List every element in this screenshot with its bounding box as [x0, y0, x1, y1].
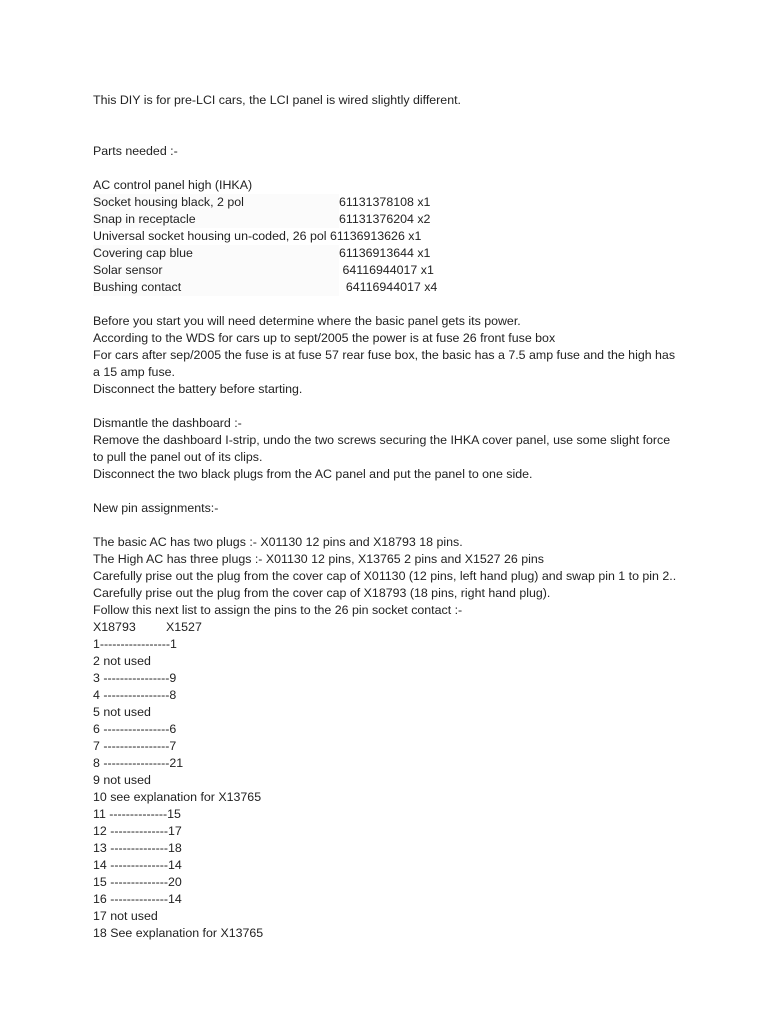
paragraph-line: Carefully prise out the plug from the cover cap of X01130 (12 pins, left hand plug) and swap pin 1 to pin 2..	[93, 569, 677, 583]
spacer	[93, 517, 683, 534]
pin-map-row: 11 --------------15	[93, 807, 181, 821]
parts-row	[93, 245, 683, 262]
part-name: Snap in receptacle	[93, 211, 339, 228]
parts-row	[93, 177, 683, 194]
paragraph-line: The High AC has three plugs :- X01130 12 pins, X13765 2 pins and X1527 26 pins	[93, 552, 544, 566]
pin-map-row: 7 ----------------7	[93, 739, 177, 753]
parts-row	[93, 194, 683, 211]
pins-section	[93, 534, 683, 619]
paragraph-line: Carefully prise out the plug from the cover cap of X18793 (18 pins, right hand plug).	[93, 586, 551, 600]
paragraph-line: Disconnect the two black plugs from the AC panel and put the panel to one side.	[93, 467, 533, 481]
parts-row	[93, 262, 683, 279]
spacer	[93, 109, 683, 143]
part-number: 61136913644 x1	[339, 246, 431, 260]
paragraph-line: The basic AC has two plugs :- X01130 12 pins and X18793 18 pins.	[93, 535, 463, 549]
part-name: Solar sensor	[93, 262, 339, 279]
pin-map-row: 5 not used	[93, 705, 151, 719]
paragraph-line: Disconnect the battery before starting.	[93, 382, 303, 396]
spacer	[93, 160, 683, 177]
paragraph-line: For cars after sep/2005 the fuse is at fuse 57 rear fuse box, the basic has a 7.5 amp fuse and the high has a 15 amp fuse.	[93, 348, 676, 379]
document-page	[93, 92, 683, 942]
parts-row	[93, 228, 683, 245]
pin-map-row: 3 ----------------9	[93, 671, 177, 685]
pin-map-row: 13 --------------18	[93, 841, 182, 855]
parts-row	[93, 279, 683, 296]
pin-table-header	[93, 619, 683, 636]
part-number: 61131378108 x1	[339, 195, 431, 209]
pin-map-row: 15 --------------20	[93, 875, 182, 889]
parts-heading: Parts needed :-	[93, 144, 178, 158]
pin-map-row: 9 not used	[93, 773, 151, 787]
paragraph-line: Before you start you will need determine where the basic panel gets its power.	[93, 314, 521, 328]
parts-row	[93, 211, 683, 228]
section-heading: Dismantle the dashboard :-	[93, 416, 242, 430]
parts-list	[93, 177, 683, 296]
pin-map-row: 12 --------------17	[93, 824, 182, 838]
pin-map-row: 4 ----------------8	[93, 688, 177, 702]
part-name: AC control panel high (IHKA)	[93, 178, 253, 192]
part-name: Universal socket housing un-coded, 26 pol	[93, 229, 327, 243]
pin-map-row: 1-----------------1	[93, 637, 177, 651]
dismantle-section	[93, 415, 683, 483]
pin-map-row: 10 see explanation for X13765	[93, 790, 262, 804]
paragraph-line: Follow this next list to assign the pins to the 26 pin socket contact :-	[93, 603, 463, 617]
pin-map-row: 16 --------------14	[93, 892, 182, 906]
pin-map-row: 14 --------------14	[93, 858, 182, 872]
part-name: Bushing contact	[93, 279, 339, 296]
paragraph-line: According to the WDS for cars up to sept/2005 the power is at fuse 26 front fuse box	[93, 331, 556, 345]
intro-text: This DIY is for pre-LCI cars, the LCI panel is wired slightly different.	[93, 93, 461, 107]
pin-map-row: 6 ----------------6	[93, 722, 177, 736]
part-number: 64116944017 x1	[339, 263, 434, 277]
part-number: 64116944017 x4	[339, 280, 438, 294]
pin-map-row: 8 ----------------21	[93, 756, 184, 770]
part-name: Socket housing black, 2 pol	[93, 194, 339, 211]
pin-map-row: 17 not used	[93, 909, 158, 923]
paragraph-line: Remove the dashboard I-strip, undo the two screws securing the IHKA cover panel, use some slight force to pull the panel out of its clips.	[93, 433, 671, 464]
pin-map-row: 2 not used	[93, 654, 151, 668]
before-section	[93, 313, 683, 398]
pin-map-list	[93, 636, 683, 942]
pin-col-from: X18793	[93, 620, 136, 634]
spacer	[93, 483, 683, 500]
pin-map-row: 18 See explanation for X13765	[93, 926, 264, 940]
part-number: 61136913626 x1	[329, 229, 422, 243]
part-number: 61131376204 x2	[339, 212, 431, 226]
spacer	[93, 398, 683, 415]
pin-col-to: X1527	[166, 620, 202, 634]
pins-heading: New pin assignments:-	[93, 501, 219, 515]
spacer	[93, 296, 683, 313]
part-name: Covering cap blue	[93, 245, 339, 262]
